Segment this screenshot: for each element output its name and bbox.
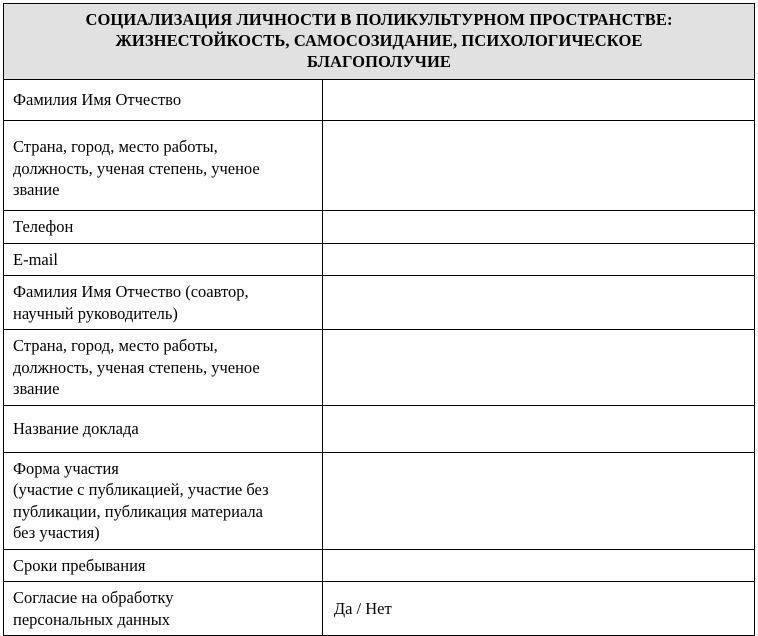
table-row: [4, 405, 755, 452]
table-row: [4, 121, 755, 211]
conference-title-cell: [4, 4, 755, 80]
label-line: (участие с публикацией, участие без: [13, 480, 269, 499]
label-line: Страна, город, место работы,: [13, 137, 218, 157]
label-line: Страна, город, место работы,: [13, 336, 218, 355]
table-row: [4, 452, 755, 549]
table-header-row: [4, 4, 755, 80]
registration-form-table: [3, 3, 755, 636]
table-row: [4, 211, 755, 244]
title-line-1: СОЦИАЛИЗАЦИЯ ЛИЧНОСТИ В ПОЛИКУЛЬТУРНОМ ПРОСТРАНСТВЕ:: [85, 10, 673, 29]
row-label-phone: [4, 211, 323, 244]
row-value-report-title[interactable]: [322, 405, 754, 452]
label-line: без участия): [13, 523, 100, 542]
table-row: [4, 549, 755, 582]
label-line: Сроки пребывания: [13, 555, 146, 575]
row-value-email[interactable]: [322, 243, 754, 276]
label-line: Согласие на обработку: [13, 588, 174, 607]
label-line: звание: [13, 379, 60, 398]
row-value-affiliation-coauthor[interactable]: [322, 330, 754, 406]
row-value-stay-period[interactable]: [322, 549, 754, 582]
label-line: Форма участия: [13, 458, 119, 478]
label-line: публикации, публикация материала: [13, 501, 263, 521]
label-line: Фамилия Имя Отчество (соавтор,: [13, 282, 249, 301]
row-value-affiliation-author[interactable]: [322, 121, 754, 211]
label-line: должность, ученая степень, ученое: [13, 158, 260, 178]
row-label-personal-data-consent: [4, 582, 323, 636]
label-line: Название доклада: [13, 418, 139, 438]
label-line: персональных данных: [13, 609, 171, 629]
table-row: [4, 582, 755, 636]
document-page: [0, 3, 758, 629]
table-row: [4, 80, 755, 121]
label-line: научный руководитель): [13, 303, 178, 323]
table-row: [4, 243, 755, 276]
row-value-phone[interactable]: [322, 211, 754, 244]
row-label-fio: [4, 80, 323, 121]
table-row: [4, 276, 755, 330]
row-value-coauthor-fio[interactable]: [322, 276, 754, 330]
row-label-affiliation-author: [4, 121, 323, 211]
row-label-affiliation-coauthor: [4, 330, 323, 406]
row-label-participation-form: [4, 452, 323, 549]
title-line-2: ЖИЗНЕСТОЙКОСТЬ, САМОСОЗИДАНИЕ, ПСИХОЛОГИЧЕСКОЕ: [115, 31, 643, 50]
row-label-stay-period: [4, 549, 323, 582]
row-label-email: [4, 243, 323, 276]
label-line: E-mail: [13, 249, 58, 269]
label-line: Телефон: [13, 217, 74, 236]
row-label-coauthor-fio: [4, 276, 323, 330]
row-value-participation-form[interactable]: [322, 452, 754, 549]
label-line: звание: [13, 180, 60, 200]
row-value-fio[interactable]: [322, 80, 754, 121]
label-line: должность, ученая степень, ученое: [13, 357, 260, 377]
row-label-report-title: [4, 405, 323, 452]
label-line: Фамилия Имя Отчество: [13, 90, 182, 110]
row-value-personal-data-consent[interactable]: Да / Нет: [322, 582, 754, 636]
title-line-3: БЛАГОПОЛУЧИЕ: [306, 52, 452, 71]
table-row: [4, 330, 755, 406]
